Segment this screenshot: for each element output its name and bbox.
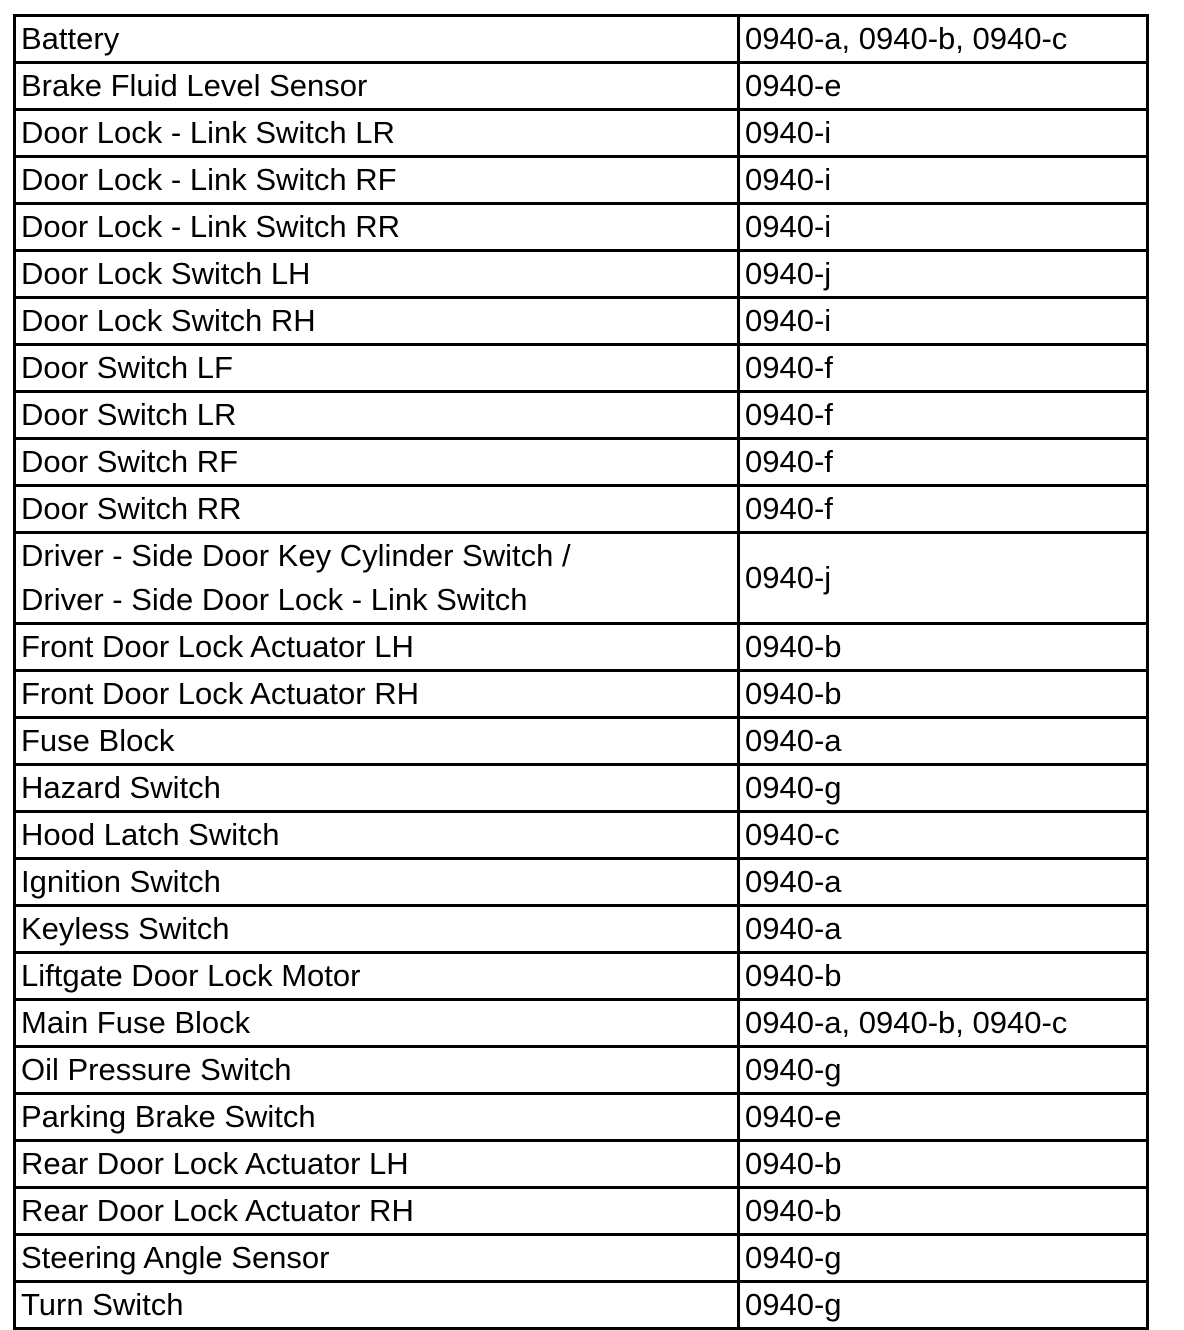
table-row (15, 439, 1148, 486)
table-row (15, 1047, 1148, 1094)
location-cell: 0940-e (739, 63, 1148, 110)
table-row (15, 204, 1148, 251)
table-row (15, 16, 1148, 63)
component-name-cell: Ignition Switch (15, 859, 739, 906)
component-name-cell: Liftgate Door Lock Motor (15, 953, 739, 1000)
location-cell: 0940-b (739, 1141, 1148, 1188)
location-cell: 0940-a, 0940-b, 0940-c (739, 16, 1148, 63)
location-cell: 0940-f (739, 439, 1148, 486)
location-cell: 0940-c (739, 812, 1148, 859)
table-body (15, 16, 1148, 1329)
component-name-cell: Door Lock - Link Switch RF (15, 157, 739, 204)
table-row (15, 953, 1148, 1000)
location-cell: 0940-f (739, 392, 1148, 439)
table-row (15, 906, 1148, 953)
table-row (15, 1188, 1148, 1235)
component-name-cell: Hood Latch Switch (15, 812, 739, 859)
table-row (15, 533, 1148, 624)
component-name-cell: Oil Pressure Switch (15, 1047, 739, 1094)
component-name-cell: Door Switch LR (15, 392, 739, 439)
table-row (15, 765, 1148, 812)
component-name-cell: Rear Door Lock Actuator LH (15, 1141, 739, 1188)
component-name-cell: Door Switch LF (15, 345, 739, 392)
table-row (15, 110, 1148, 157)
location-cell: 0940-b (739, 624, 1148, 671)
component-name-cell: Battery (15, 16, 739, 63)
location-cell: 0940-a (739, 906, 1148, 953)
component-name-cell: Hazard Switch (15, 765, 739, 812)
location-cell: 0940-b (739, 671, 1148, 718)
table-row (15, 251, 1148, 298)
location-cell: 0940-a, 0940-b, 0940-c (739, 1000, 1148, 1047)
component-name-cell: Rear Door Lock Actuator RH (15, 1188, 739, 1235)
table-row (15, 718, 1148, 765)
component-location-table (13, 14, 1149, 1330)
table-row (15, 157, 1148, 204)
location-cell: 0940-i (739, 157, 1148, 204)
component-name-cell: Front Door Lock Actuator RH (15, 671, 739, 718)
location-cell: 0940-b (739, 953, 1148, 1000)
table-row (15, 812, 1148, 859)
location-cell: 0940-g (739, 1235, 1148, 1282)
location-cell: 0940-f (739, 345, 1148, 392)
component-name-cell: Main Fuse Block (15, 1000, 739, 1047)
table-row (15, 345, 1148, 392)
component-name-cell: Door Switch RF (15, 439, 739, 486)
location-cell: 0940-b (739, 1188, 1148, 1235)
component-name-cell: Steering Angle Sensor (15, 1235, 739, 1282)
table-row (15, 298, 1148, 345)
location-cell: 0940-i (739, 110, 1148, 157)
location-cell: 0940-g (739, 1282, 1148, 1329)
table-row (15, 671, 1148, 718)
component-name-cell: Door Lock - Link Switch LR (15, 110, 739, 157)
table-row (15, 859, 1148, 906)
component-name-cell: Parking Brake Switch (15, 1094, 739, 1141)
table-row (15, 1141, 1148, 1188)
component-name-cell: Door Lock - Link Switch RR (15, 204, 739, 251)
component-name-cell: Door Switch RR (15, 486, 739, 533)
table-row (15, 1282, 1148, 1329)
location-cell: 0940-f (739, 486, 1148, 533)
location-cell: 0940-g (739, 1047, 1148, 1094)
component-name-cell: Door Lock Switch RH (15, 298, 739, 345)
component-name-cell: Turn Switch (15, 1282, 739, 1329)
table-row (15, 624, 1148, 671)
table-row (15, 1000, 1148, 1047)
component-name-cell (15, 533, 739, 624)
component-name-cell: Door Lock Switch LH (15, 251, 739, 298)
component-name-cell: Front Door Lock Actuator LH (15, 624, 739, 671)
table-row (15, 486, 1148, 533)
location-cell: 0940-a (739, 859, 1148, 906)
location-cell: 0940-a (739, 718, 1148, 765)
table-row (15, 392, 1148, 439)
table-row (15, 1094, 1148, 1141)
table-row (15, 63, 1148, 110)
location-cell: 0940-i (739, 204, 1148, 251)
component-name-cell: Fuse Block (15, 718, 739, 765)
location-cell: 0940-e (739, 1094, 1148, 1141)
location-cell: 0940-j (739, 533, 1148, 624)
component-name-line: Driver - Side Door Key Cylinder Switch / (21, 538, 571, 573)
location-cell: 0940-j (739, 251, 1148, 298)
component-name-line: Driver - Side Door Lock - Link Switch (21, 582, 528, 617)
component-name-cell: Keyless Switch (15, 906, 739, 953)
component-name-cell: Brake Fluid Level Sensor (15, 63, 739, 110)
location-cell: 0940-g (739, 765, 1148, 812)
location-cell: 0940-i (739, 298, 1148, 345)
table-row (15, 1235, 1148, 1282)
